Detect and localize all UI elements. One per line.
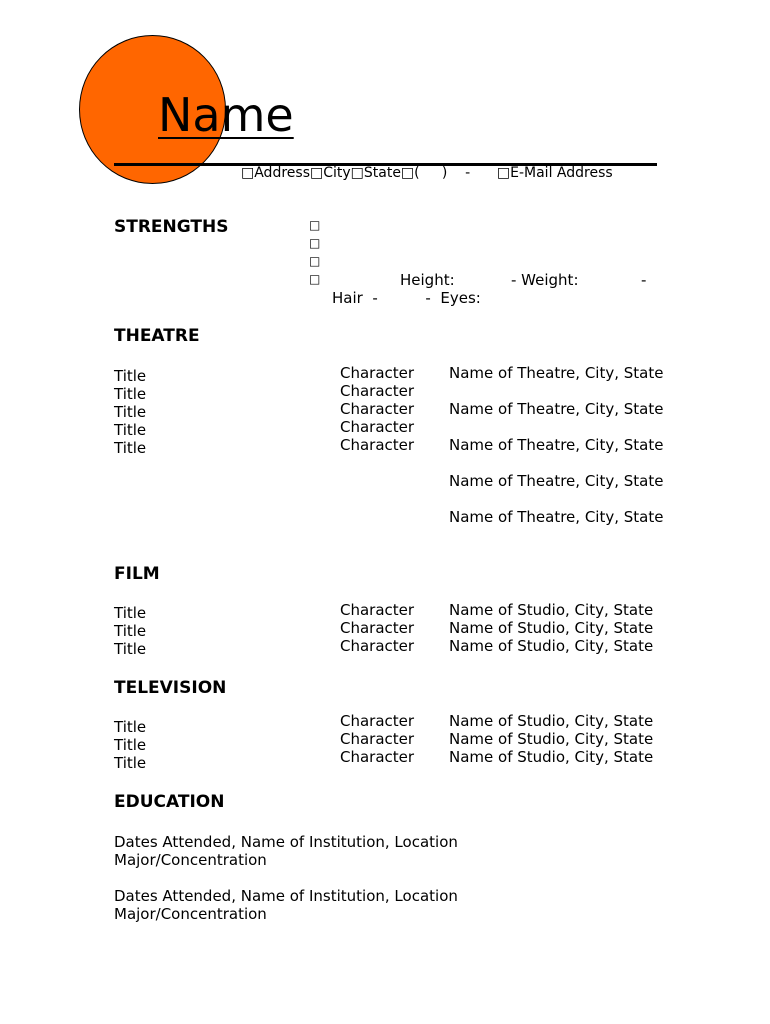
strength-bullet-1: □ (309, 218, 321, 232)
education-major: Major/Concentration (114, 905, 267, 923)
television-character: Character (340, 730, 415, 748)
television-title: Title (114, 736, 147, 754)
theatre-venue: Name of Theatre, City, State (449, 436, 664, 454)
film-characters (340, 601, 414, 655)
film-venue: Name of Studio, City, State (449, 619, 654, 637)
film-character: Character (340, 637, 415, 655)
theatre-title: Title (114, 421, 147, 439)
theatre-venue: Name of Theatre, City, State (449, 364, 664, 382)
theatre-character: Character (340, 400, 415, 418)
television-venues (449, 712, 653, 766)
television-heading: TELEVISION (114, 678, 227, 698)
film-title: Title (114, 622, 147, 640)
theatre-title: Title (114, 385, 147, 403)
hair-eyes-line: Hair - - Eyes: (332, 289, 481, 307)
theatre-venue: Name of Theatre, City, State (449, 472, 664, 490)
resume-name: Name (158, 88, 294, 142)
television-character: Character (340, 748, 415, 766)
film-character: Character (340, 601, 415, 619)
education-major: Major/Concentration (114, 851, 267, 869)
theatre-title: Title (114, 403, 147, 421)
theatre-venue: Name of Theatre, City, State (449, 508, 664, 526)
film-character: Character (340, 619, 415, 637)
strength-bullet-4: □ (309, 272, 321, 286)
education-dates-institution: Dates Attended, Name of Institution, Location (114, 833, 458, 851)
theatre-character: Character (340, 364, 415, 382)
theatre-characters (340, 364, 414, 454)
education-heading: EDUCATION (114, 792, 225, 812)
television-titles (114, 718, 146, 772)
film-title: Title (114, 604, 147, 622)
theatre-character: Character (340, 418, 415, 436)
strength-bullet-2: □ (309, 236, 321, 250)
television-characters (340, 712, 414, 766)
strengths-heading: STRENGTHS (114, 217, 229, 237)
education-entry (114, 887, 458, 923)
theatre-title: Title (114, 367, 147, 385)
television-venue: Name of Studio, City, State (449, 730, 654, 748)
television-venue: Name of Studio, City, State (449, 712, 654, 730)
theatre-venue: Name of Theatre, City, State (449, 400, 664, 418)
film-title: Title (114, 640, 147, 658)
strength-bullet-3: □ (309, 254, 321, 268)
film-titles (114, 604, 146, 658)
weight-label: - Weight: (511, 271, 579, 289)
education-dates-institution: Dates Attended, Name of Institution, Location (114, 887, 458, 905)
film-venue: Name of Studio, City, State (449, 601, 654, 619)
stats-trailing-dash: - (641, 271, 647, 289)
film-heading: FILM (114, 564, 160, 584)
television-title: Title (114, 718, 147, 736)
contact-line: □Address□City□State□( ) - □E-Mail Address (241, 165, 613, 181)
theatre-character: Character (340, 382, 415, 400)
height-label: Height: (400, 271, 455, 289)
television-venue: Name of Studio, City, State (449, 748, 654, 766)
television-title: Title (114, 754, 147, 772)
theatre-character: Character (340, 436, 415, 454)
film-venues (449, 601, 653, 655)
theatre-venues (449, 364, 664, 544)
television-character: Character (340, 712, 415, 730)
theatre-heading: THEATRE (114, 326, 200, 346)
education-entry (114, 833, 458, 869)
theatre-titles (114, 367, 146, 457)
film-venue: Name of Studio, City, State (449, 637, 654, 655)
theatre-title: Title (114, 439, 147, 457)
